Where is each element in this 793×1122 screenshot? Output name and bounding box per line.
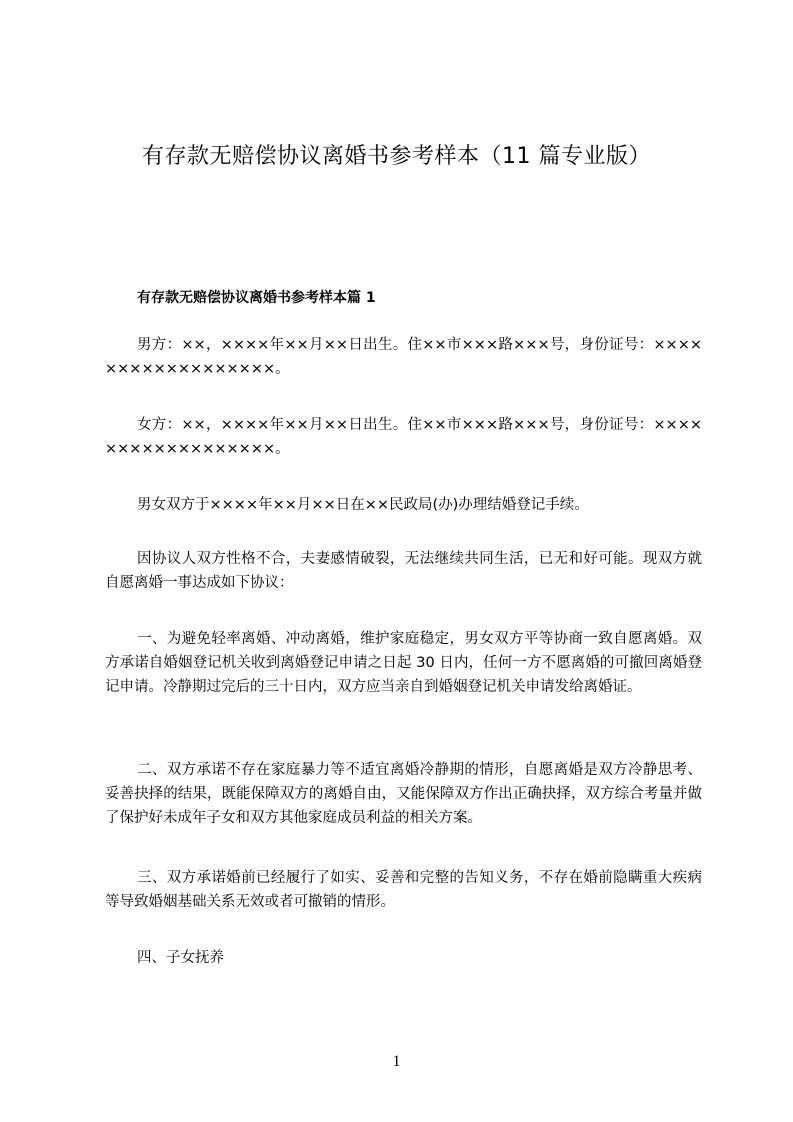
paragraph-marriage-registration: 男女双方于××××年××月××日在××民政局(办)办理结婚登记手续。: [137, 497, 589, 513]
paragraph-clause-two: 二、双方承诺不存在家庭暴力等不适宜离婚冷静期的情形，自愿离婚是双方冷静思考、妥善抉择的结果，既能保障双方的离婚自由，又能保障双方作出正确抉择，双方综合考量并做了保护好未成年子女和双方其他家庭成员利益的相关方案。: [105, 762, 702, 826]
paragraph-clause-three: 三、双方承诺婚前已经履行了如实、妥善和完整的告知义务，不存在婚前隐瞒重大疾病等导致婚姻基础关系无效或者可撤销的情形。: [105, 870, 702, 910]
paragraph-clause-one: 一、为避免轻率离婚、冲动离婚，维护家庭稳定，男女双方平等协商一致自愿离婚。双方承诺自婚姻登记机关收到离婚登记申请之日起 30 日内，任何一方不愿离婚的可撤回离婚登记申请。冷静期过完后的三十日内，双方应当亲自到婚姻登记机关申请发给离婚证。: [105, 631, 702, 695]
document-title: 有存款无赔偿协议离婚书参考样本（11 篇专业版）: [142, 144, 651, 169]
paragraph-clause-four-heading: 四、子女抚养: [137, 950, 224, 966]
section-heading: 有存款无赔偿协议离婚书参考样本篇 1: [137, 290, 376, 306]
paragraph-male-party: 男方：××，××××年××月××日出生。住××市×××路×××号，身份证号：××××××××××××××××××。: [105, 337, 702, 377]
paragraph-female-party: 女方：××，××××年××月××日出生。住××市×××路×××号，身份证号：××××××××××××××××××。: [105, 417, 702, 457]
page-number: 1: [392, 1053, 401, 1070]
paragraph-divorce-reason: 因协议人双方性格不合，夫妻感情破裂，无法继续共同生活，已无和好可能。现双方就自愿离婚一事达成如下协议：: [105, 551, 702, 591]
